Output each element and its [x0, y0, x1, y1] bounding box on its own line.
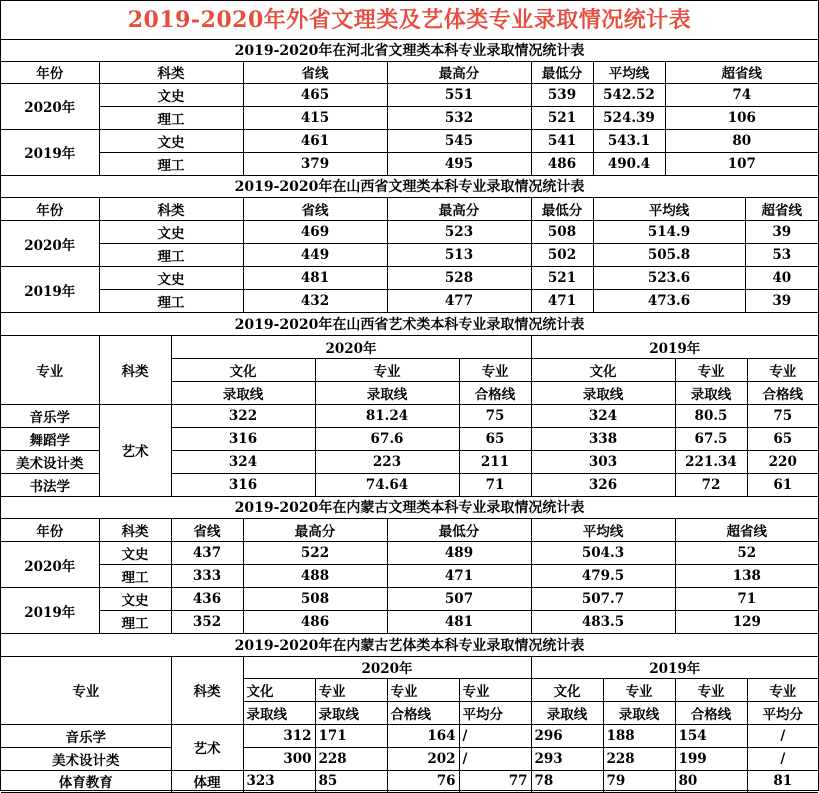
- over-cell: 107: [665, 152, 818, 175]
- culture-cell: 296: [531, 724, 603, 747]
- over-cell: 106: [665, 106, 818, 129]
- over-cell: 52: [675, 542, 818, 565]
- shanxi-art-table: [1, 313, 818, 497]
- line-cell: 432: [243, 290, 387, 313]
- header-culture: 文化: [243, 678, 315, 701]
- min-cell: 507: [387, 588, 531, 611]
- header-type: 科类: [99, 519, 171, 542]
- header-pass-line: 专业: [675, 678, 747, 701]
- min-cell: 539: [531, 83, 593, 106]
- header-pass-line-sub: 合格线: [747, 381, 818, 404]
- major-cell: 美术设计类: [1, 747, 171, 770]
- avg-score-cell: /: [747, 747, 818, 770]
- header-pass-line-sub: 合格线: [675, 701, 747, 724]
- header-over: 超省线: [665, 61, 818, 83]
- major-line-cell: 228: [603, 747, 675, 770]
- over-cell: 53: [745, 244, 818, 267]
- max-cell: 545: [387, 129, 531, 152]
- avg-cell: 543.1: [593, 129, 665, 152]
- min-cell: 541: [531, 129, 593, 152]
- major-line-cell: 80.5: [675, 404, 747, 427]
- pass-line-cell: 71: [459, 473, 531, 496]
- header-major-line-sub: 录取线: [315, 701, 387, 724]
- line-cell: 437: [171, 542, 243, 565]
- line-cell: 481: [243, 267, 387, 290]
- header-major-line: 专业: [315, 358, 459, 381]
- major-line-cell: 223: [315, 450, 459, 473]
- culture-cell: 78: [531, 770, 603, 792]
- table-row: [1, 106, 818, 129]
- table-row: [1, 267, 818, 290]
- major-cell: 音乐学: [1, 404, 99, 427]
- header-culture-sub: 录取线: [171, 381, 315, 404]
- header-year-2020: 2020年: [171, 335, 531, 358]
- header-culture: 文化: [531, 358, 675, 381]
- shanxi-art-table-title: 2019-2020年在山西省艺术类本科专业录取情况统计表: [1, 313, 818, 335]
- header-major-line: 专业: [315, 678, 387, 701]
- min-cell: 521: [531, 267, 593, 290]
- header-avg: 平均线: [531, 519, 675, 542]
- min-cell: 486: [531, 152, 593, 175]
- avg-cell: 473.6: [593, 290, 745, 313]
- neimenggu-art-table: [1, 634, 818, 793]
- type-cell: 理工: [99, 565, 171, 588]
- type-cell: 文史: [99, 129, 243, 152]
- header-year: 年份: [1, 519, 99, 542]
- min-cell: 502: [531, 244, 593, 267]
- major-cell: 音乐学: [1, 724, 171, 747]
- header-type: 科类: [99, 61, 243, 83]
- over-cell: 39: [745, 221, 818, 244]
- over-cell: 39: [745, 290, 818, 313]
- major-cell: 舞蹈学: [1, 427, 99, 450]
- header-pass-line: 专业: [387, 678, 459, 701]
- max-cell: 513: [387, 244, 531, 267]
- culture-cell: 312: [243, 724, 315, 747]
- avg-cell: 523.6: [593, 267, 745, 290]
- avg-cell: 483.5: [531, 611, 675, 634]
- type-cell: 文史: [99, 267, 243, 290]
- type-cell: 艺术: [171, 724, 243, 770]
- pass-line-cell: 75: [747, 404, 818, 427]
- header-min: 最低分: [387, 519, 531, 542]
- culture-cell: 303: [531, 450, 675, 473]
- major-cell: 体育教育: [1, 770, 171, 792]
- major-line-cell: 72: [675, 473, 747, 496]
- header-culture-sub: 录取线: [243, 701, 315, 724]
- table-row: [1, 152, 818, 175]
- pass-line-cell: 61: [747, 473, 818, 496]
- header-pass-line: 专业: [459, 358, 531, 381]
- header-avg: 平均线: [593, 198, 745, 221]
- table-row: [1, 611, 818, 634]
- type-cell: 文史: [99, 588, 171, 611]
- header-year: 年份: [1, 198, 99, 221]
- min-cell: 489: [387, 542, 531, 565]
- header-province-line: 省线: [171, 519, 243, 542]
- pass-line-cell: 202: [387, 747, 459, 770]
- pass-line-cell: 220: [747, 450, 818, 473]
- min-cell: 481: [387, 611, 531, 634]
- max-cell: 508: [243, 588, 387, 611]
- type-cell: 文史: [99, 542, 171, 565]
- hebei-table-title: 2019-2020年在河北省文理类本科专业录取情况统计表: [1, 40, 818, 61]
- pass-line-cell: 154: [675, 724, 747, 747]
- line-cell: 415: [243, 106, 387, 129]
- table-row: [1, 770, 818, 792]
- header-over: 超省线: [675, 519, 818, 542]
- table-row: [1, 565, 818, 588]
- type-cell: 体理: [171, 770, 243, 792]
- over-cell: 138: [675, 565, 818, 588]
- pass-line-cell: 164: [387, 724, 459, 747]
- header-pass-line: 专业: [747, 358, 818, 381]
- header-min: 最低分: [531, 61, 593, 83]
- neimenggu-table-title: 2019-2020年在内蒙古文理类本科专业录取情况统计表: [1, 497, 818, 519]
- culture-cell: 326: [531, 473, 675, 496]
- avg-cell: 479.5: [531, 565, 675, 588]
- line-cell: 465: [243, 83, 387, 106]
- pass-line-cell: 211: [459, 450, 531, 473]
- year-cell: 2020年: [1, 542, 99, 588]
- header-over: 超省线: [745, 198, 818, 221]
- major-line-cell: 221.34: [675, 450, 747, 473]
- avg-score-cell: 81: [747, 770, 818, 792]
- table-row: [1, 588, 818, 611]
- avg-cell: 507.7: [531, 588, 675, 611]
- max-cell: 532: [387, 106, 531, 129]
- min-cell: 471: [387, 565, 531, 588]
- header-major-line-sub: 录取线: [675, 381, 747, 404]
- type-cell: 文史: [99, 221, 243, 244]
- header-max: 最高分: [243, 519, 387, 542]
- pass-line-cell: 65: [459, 427, 531, 450]
- major-line-cell: 188: [603, 724, 675, 747]
- max-cell: 477: [387, 290, 531, 313]
- table-row: [1, 404, 818, 427]
- header-avg-score: 专业: [459, 678, 531, 701]
- header-year: 年份: [1, 61, 99, 83]
- avg-cell: 542.52: [593, 83, 665, 106]
- max-cell: 522: [243, 542, 387, 565]
- major-line-cell: 81.24: [315, 404, 459, 427]
- table-row: [1, 542, 818, 565]
- over-cell: 80: [665, 129, 818, 152]
- avg-score-cell: /: [459, 747, 531, 770]
- header-min: 最低分: [531, 198, 593, 221]
- pass-line-cell: 75: [459, 404, 531, 427]
- culture-cell: 324: [171, 450, 315, 473]
- table-row: [1, 221, 818, 244]
- over-cell: 74: [665, 83, 818, 106]
- table-row: [1, 290, 818, 313]
- pass-line-cell: 199: [675, 747, 747, 770]
- type-cell: 艺术: [99, 404, 171, 496]
- culture-cell: 338: [531, 427, 675, 450]
- over-cell: 40: [745, 267, 818, 290]
- header-year-2020: 2020年: [243, 656, 531, 678]
- year-cell: 2019年: [1, 588, 99, 634]
- line-cell: 469: [243, 221, 387, 244]
- main-title: 2019-2020年外省文理类及艺体类专业录取情况统计表: [1, 1, 818, 40]
- min-cell: 521: [531, 106, 593, 129]
- neimenggu-art-table-title: 2019-2020年在内蒙古艺体类本科专业录取情况统计表: [1, 634, 818, 656]
- avg-score-cell: /: [459, 724, 531, 747]
- header-type: 科类: [99, 198, 243, 221]
- pass-line-cell: 65: [747, 427, 818, 450]
- type-cell: 理工: [99, 244, 243, 267]
- table-row: [1, 83, 818, 106]
- header-avg-score: 专业: [747, 678, 818, 701]
- shanxi-table-title: 2019-2020年在山西省文理类本科专业录取情况统计表: [1, 176, 818, 198]
- culture-cell: 322: [171, 404, 315, 427]
- avg-score-cell: /: [747, 724, 818, 747]
- header-pass-line-sub: 合格线: [387, 701, 459, 724]
- major-cell: 美术设计类: [1, 450, 99, 473]
- header-major-line: 专业: [603, 678, 675, 701]
- shanxi-table: [1, 176, 818, 314]
- culture-cell: 323: [243, 770, 315, 792]
- header-major-line-sub: 录取线: [315, 381, 459, 404]
- max-cell: 551: [387, 83, 531, 106]
- table-row: [1, 244, 818, 267]
- major-line-cell: 67.5: [675, 427, 747, 450]
- major-line-cell: 228: [315, 747, 387, 770]
- header-culture-sub: 录取线: [531, 701, 603, 724]
- neimenggu-table: [1, 497, 818, 635]
- line-cell: 461: [243, 129, 387, 152]
- header-culture-sub: 录取线: [531, 381, 675, 404]
- line-cell: 352: [171, 611, 243, 634]
- type-cell: 文史: [99, 83, 243, 106]
- type-cell: 理工: [99, 152, 243, 175]
- major-line-cell: 79: [603, 770, 675, 792]
- major-cell: 书法学: [1, 473, 99, 496]
- line-cell: 436: [171, 588, 243, 611]
- avg-cell: 505.8: [593, 244, 745, 267]
- header-major-line: 专业: [675, 358, 747, 381]
- major-line-cell: 171: [315, 724, 387, 747]
- avg-cell: 524.39: [593, 106, 665, 129]
- header-type: 科类: [99, 335, 171, 404]
- header-major-line-sub: 录取线: [603, 701, 675, 724]
- year-cell: 2020年: [1, 221, 99, 267]
- max-cell: 488: [243, 565, 387, 588]
- year-cell: 2019年: [1, 129, 99, 175]
- max-cell: 523: [387, 221, 531, 244]
- header-max: 最高分: [387, 198, 531, 221]
- year-cell: 2020年: [1, 83, 99, 129]
- header-max: 最高分: [387, 61, 531, 83]
- header-major: 专业: [1, 335, 99, 404]
- header-pass-line-sub: 合格线: [459, 381, 531, 404]
- culture-cell: 293: [531, 747, 603, 770]
- header-culture: 文化: [531, 678, 603, 701]
- header-avg-score-sub: 平均分: [747, 701, 818, 724]
- min-cell: 508: [531, 221, 593, 244]
- line-cell: 333: [171, 565, 243, 588]
- culture-cell: 316: [171, 473, 315, 496]
- avg-cell: 514.9: [593, 221, 745, 244]
- table-row: [1, 747, 818, 770]
- pass-line-cell: 80: [675, 770, 747, 792]
- major-line-cell: 74.64: [315, 473, 459, 496]
- header-major: 专业: [1, 656, 171, 724]
- header-province-line: 省线: [243, 198, 387, 221]
- year-cell: 2019年: [1, 267, 99, 313]
- line-cell: 379: [243, 152, 387, 175]
- over-cell: 71: [675, 588, 818, 611]
- avg-cell: 490.4: [593, 152, 665, 175]
- type-cell: 理工: [99, 611, 171, 634]
- hebei-table: [1, 40, 818, 176]
- max-cell: 495: [387, 152, 531, 175]
- max-cell: 528: [387, 267, 531, 290]
- pass-line-cell: 76: [387, 770, 459, 792]
- header-year-2019: 2019年: [531, 335, 818, 358]
- major-line-cell: 67.6: [315, 427, 459, 450]
- avg-cell: 504.3: [531, 542, 675, 565]
- culture-cell: 316: [171, 427, 315, 450]
- min-cell: 471: [531, 290, 593, 313]
- type-cell: 理工: [99, 106, 243, 129]
- over-cell: 129: [675, 611, 818, 634]
- header-avg: 平均线: [593, 61, 665, 83]
- table-row: [1, 129, 818, 152]
- header-year-2019: 2019年: [531, 656, 818, 678]
- type-cell: 理工: [99, 290, 243, 313]
- culture-cell: 324: [531, 404, 675, 427]
- avg-score-cell: 77: [459, 770, 531, 792]
- header-type: 科类: [171, 656, 243, 724]
- max-cell: 486: [243, 611, 387, 634]
- line-cell: 449: [243, 244, 387, 267]
- table-row: [1, 724, 818, 747]
- header-province-line: 省线: [243, 61, 387, 83]
- header-avg-score-sub: 平均分: [459, 701, 531, 724]
- culture-cell: 300: [243, 747, 315, 770]
- header-culture: 文化: [171, 358, 315, 381]
- major-line-cell: 85: [315, 770, 387, 792]
